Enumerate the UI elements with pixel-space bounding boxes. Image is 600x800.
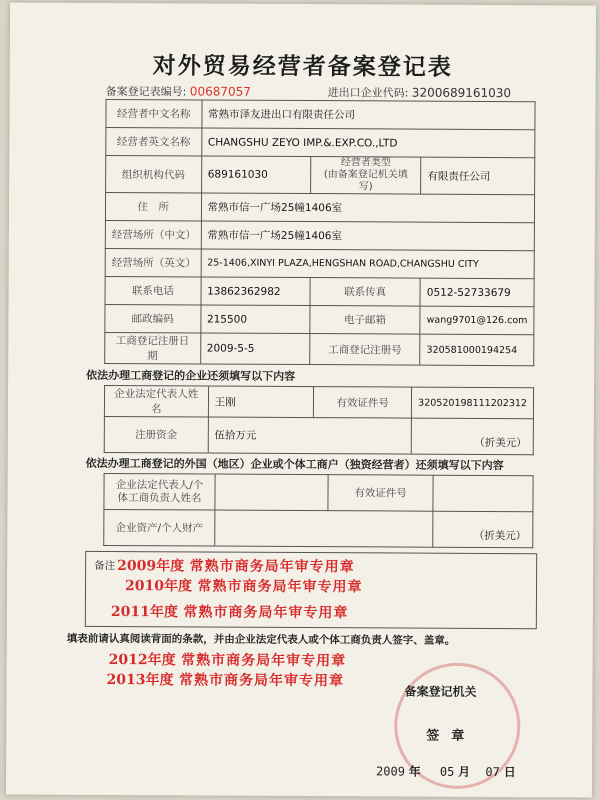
table-row (105, 220, 534, 250)
enterprise-table (104, 385, 534, 455)
main-info-table (104, 99, 535, 366)
foreign-enterprise-table (103, 473, 533, 548)
row-value: CHANGSHU ZEYO IMP.&.EXP.CO.,LTD (201, 128, 535, 158)
row-value-2: （折美元） (433, 511, 533, 548)
annual-review-stamp: 2010年度 常熟市商务局年审专用章 (124, 578, 363, 596)
row-value-2: wang9701@126.com (420, 306, 534, 335)
row-value: 13862362982 (201, 277, 311, 306)
row-label: 经营者英文名称 (106, 127, 202, 155)
date-year-unit: 年 (408, 764, 421, 779)
row-value: 689161030 (201, 156, 311, 194)
row-value-2: 0512-52733679 (420, 278, 534, 307)
row-label: 经营场所（英文） (105, 248, 201, 276)
row-value (215, 510, 433, 547)
table-row (105, 192, 534, 222)
row-label: 企业资产/个人财产 (104, 509, 215, 546)
row-value: 常熟市信一广场25幢1406室 (201, 221, 535, 251)
row-value: 常熟市泽友进出口有限责任公司 (201, 100, 535, 130)
annual-review-stamp: 2013年度 常熟市商务局年审专用章 (106, 671, 345, 690)
signature-label: 签章 (426, 728, 477, 744)
table-row (104, 473, 533, 511)
row-label-2: 电子邮箱 (310, 306, 420, 335)
row-label: 经营场所（中文） (105, 220, 201, 248)
row-value-2: 有限责任公司 (421, 157, 535, 195)
row-label: 经营者中文名称 (106, 99, 202, 127)
row-label: 组织机构代码 (106, 155, 202, 192)
row-label-2: 有效证件号 (313, 387, 411, 419)
record-number-label: 备案登记表编号: (105, 84, 187, 99)
date-day: 07 (485, 764, 500, 780)
row-value: 王刚 (208, 386, 314, 418)
enterprise-code-label: 进出口企业代码: (327, 86, 409, 100)
section-heading-1: 依法办理工商登记的企业还须填写以下内容 (86, 368, 296, 383)
enterprise-code-value: 3200689161030 (411, 85, 512, 101)
row-value-2 (433, 475, 533, 512)
row-label: 工商登记注册日期 (105, 332, 201, 363)
table-row (106, 99, 535, 129)
table-row (104, 509, 533, 547)
date-month: 05 (439, 764, 455, 779)
table-row (105, 248, 534, 278)
table-row (104, 385, 533, 418)
table-row (104, 416, 533, 454)
row-label-2: 联系传真 (310, 278, 420, 307)
row-value: 伍拾万元 (208, 417, 412, 454)
annual-review-stamp: 2009年度 常熟市商务局年审专用章 (117, 558, 355, 576)
row-label: 注册资金 (104, 416, 208, 453)
row-label: 住 所 (105, 192, 201, 220)
agency-label: 备案登记机关 (404, 684, 477, 699)
row-value-2: 320581000194254 (420, 334, 534, 366)
date-day-unit: 日 (503, 765, 516, 780)
row-label-2: 工商登记注册号 (310, 334, 420, 366)
row-value: 25-1406,XINYI PLAZA,HENGSHAN ROAD,CHANGSHU CITY (201, 249, 535, 279)
table-row (106, 127, 535, 157)
table-row (105, 332, 534, 365)
record-number-line (106, 83, 251, 100)
row-value (215, 474, 328, 511)
date-month-unit: 月 (458, 764, 471, 779)
form-title: 对外贸易经营者备案登记表 (152, 53, 453, 81)
table-row (106, 155, 535, 194)
row-label: 联系电话 (105, 276, 201, 304)
row-label: 企业法定代表人/个体工商负责人姓名 (104, 473, 215, 510)
row-label-2: 有效证件号 (328, 475, 433, 512)
row-value: 215500 (200, 305, 310, 334)
enterprise-code-line (328, 84, 512, 101)
remarks-label: 备注 (94, 559, 116, 573)
annual-review-stamp: 2012年度 常熟市商务局年审专用章 (108, 651, 347, 670)
row-value: 2009-5-5 (200, 333, 310, 365)
row-label-2: 经营者类型 (由备案登记机关填写) (311, 157, 421, 195)
registration-form-sheet (6, 2, 596, 797)
annual-review-stamp: 2011年度 常熟市商务局年审专用章 (110, 604, 349, 622)
record-number-value: 00687057 (189, 84, 251, 99)
date-year: 2009 (376, 764, 405, 779)
table-row (105, 304, 534, 334)
table-row (105, 276, 534, 306)
row-label: 企业法定代表人姓名 (104, 385, 208, 417)
row-value-2: （折美元） (411, 418, 533, 455)
section-heading-2: 依法办理工商登记的外国（地区）企业或个体工商户（独资经营者）还须填写以下内容 (85, 456, 504, 473)
instruction-note: 填表前请认真阅读背面的条款，并由企业法定代表人或个体工商负责人签字、盖章。 (66, 632, 456, 647)
row-value: 常熟市信一广场25幢1406室 (201, 193, 535, 223)
issue-date (376, 762, 516, 780)
row-value-2: 320520198111202312 (412, 387, 534, 419)
row-label: 邮政编码 (105, 304, 201, 332)
